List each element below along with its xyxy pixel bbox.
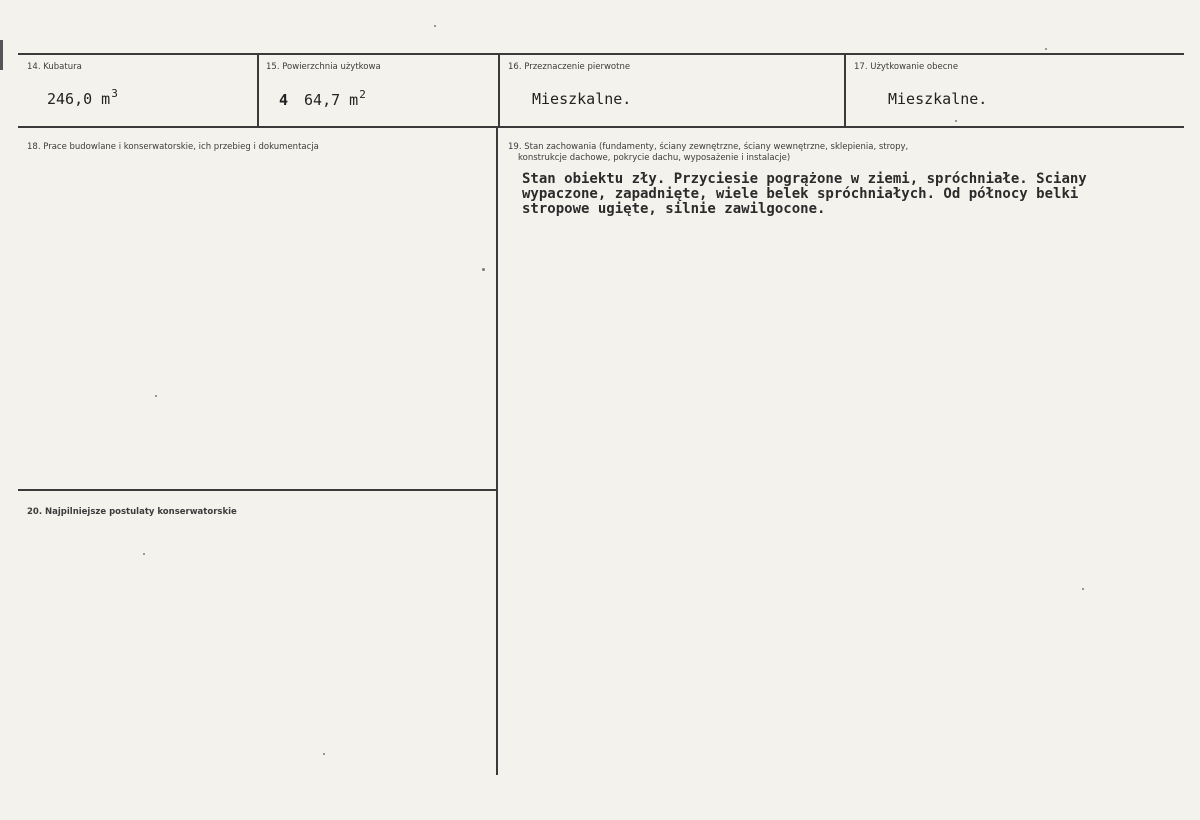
paper-speck — [323, 753, 325, 755]
area-unit-exponent: 2 — [359, 88, 366, 101]
paper-speck — [143, 553, 145, 555]
field-19-text-line3: stropowe ugięte, silnie zawilgocone. — [522, 201, 826, 217]
row1-bottom-rule — [18, 126, 1184, 128]
field-20-label: 20. Najpilniejsze postulaty konserwatorskie — [27, 507, 237, 517]
field-14-label: 14. Kubatura — [27, 62, 82, 72]
divider-15-16 — [498, 54, 500, 127]
field-16-label: 16. Przeznaczenie pierwotne — [508, 62, 631, 72]
field-18-label: 18. Prace budowlane i konserwatorskie, ich przebieg i dokumentacja — [27, 142, 319, 152]
field-17-label: 17. Użytkowanie obecne — [854, 62, 959, 72]
field-19-text-line2: wypaczone, zapadnięte, wiele belek spróchniałych. Od północy belki — [522, 186, 1079, 202]
field-15-value — [279, 88, 366, 109]
divider-14-15 — [257, 54, 259, 127]
paper-speck — [1082, 588, 1084, 590]
main-column-divider — [496, 127, 498, 775]
volume-value: 246,0 m — [47, 90, 111, 108]
divider-16-17 — [844, 54, 846, 127]
area-prefix-mark: 4 — [279, 91, 289, 109]
left-edge-mark — [0, 40, 3, 70]
field-16-value: Mieszkalne. — [532, 90, 632, 108]
field-19-text-line1: Stan obiektu zły. Przyciesie pogrążone w ziemi, spróchniałe. Sciany — [522, 171, 1087, 187]
area-value: 64,7 m — [304, 91, 359, 109]
volume-unit-exponent: 3 — [111, 87, 118, 100]
paper-speck — [155, 395, 157, 397]
paper-speck — [482, 268, 485, 271]
box18-bottom-rule — [18, 489, 497, 491]
paper-speck — [434, 25, 436, 27]
field-17-value: Mieszkalne. — [888, 90, 988, 108]
field-19-label-line2: konstrukcje dachowe, pokrycie dachu, wyposażenie i instalacje) — [518, 153, 791, 163]
field-15-label: 15. Powierzchnia użytkowa — [266, 62, 381, 72]
paper-speck — [955, 120, 957, 122]
field-14-value — [47, 87, 118, 108]
paper-speck — [1045, 48, 1047, 50]
top-rule — [18, 53, 1184, 55]
field-19-label-line1: 19. Stan zachowania (fundamenty, ściany zewnętrzne, ściany wewnętrzne, sklepienia, stropy, — [508, 142, 909, 152]
